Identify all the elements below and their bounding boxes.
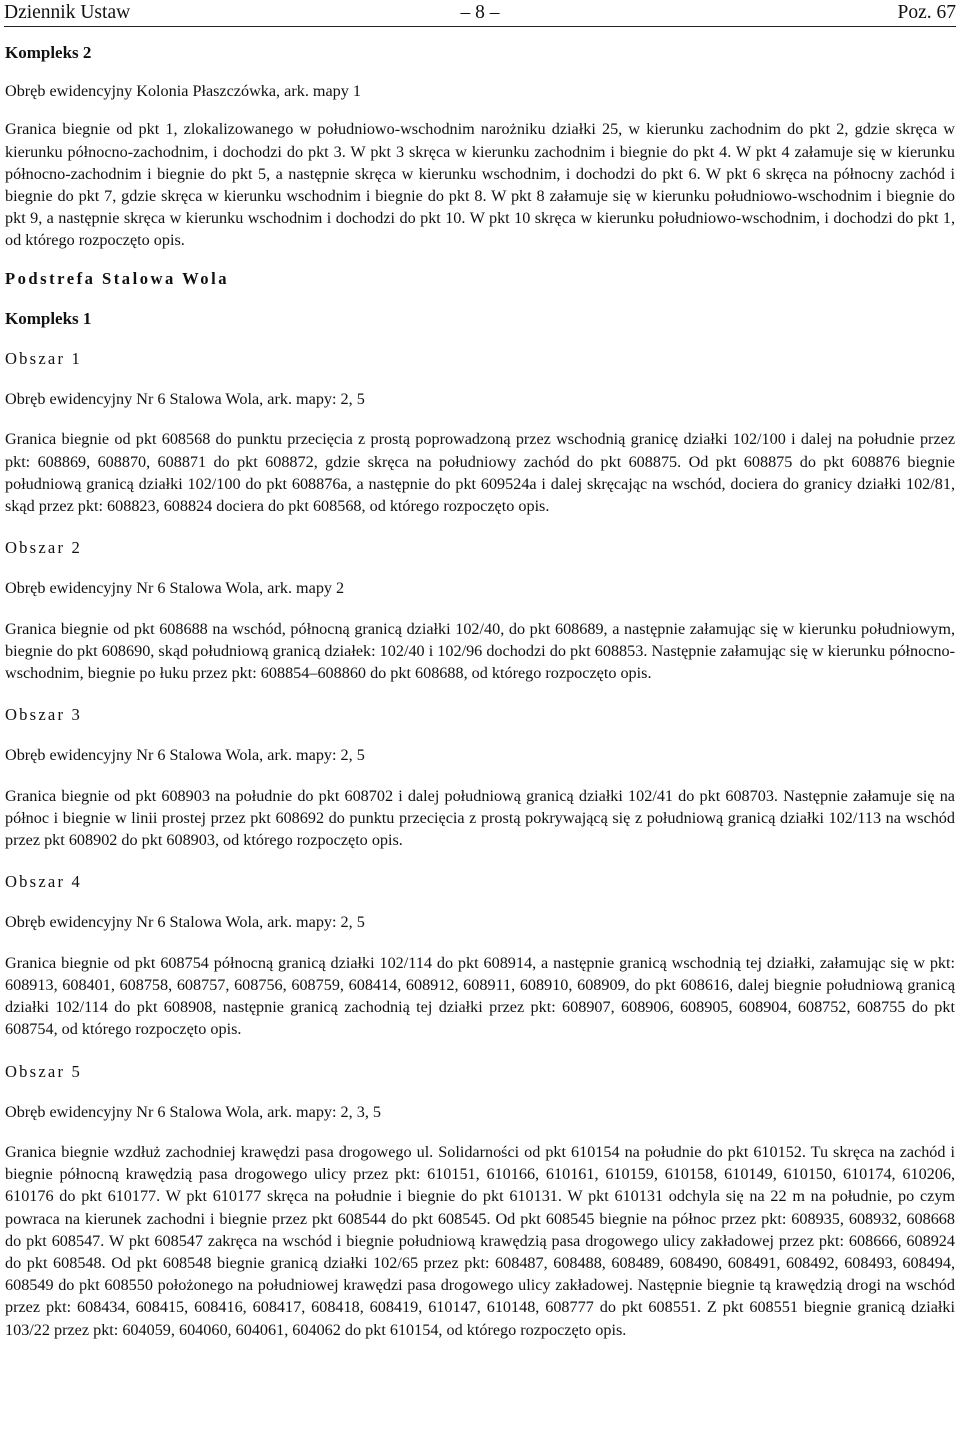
section-heading: Kompleks 1 (5, 308, 92, 328)
cadastral-district-line: Obręb ewidencyjny Nr 6 Stalowa Wola, ark. mapy: 2, 5 (5, 746, 365, 765)
boundary-description: Granica biegnie od pkt 608568 do punktu przecięcia z prostą poprowadzoną przez wschodnią granicę działki 102/100 i dalej na południe przez pkt: 608869, 608870, 608871 do pkt 608872, gdzie skręca na południowy zachód do pkt 608875. Od pkt 608875 do pkt 608876 biegnie południową granicą działki 102/100 do pkt 608876a, a następnie do pkt 609524a i dalej skręcając na wschód, dociera do granicy działki 102/81, skąd przez pkt: 608823, 608824 dociera do pkt 608568, od którego rozpoczęto opis. (5, 430, 955, 516)
cadastral-district-line: Obręb ewidencyjny Kolonia Płaszczówka, ark. mapy 1 (5, 82, 362, 101)
boundary-description: Granica biegnie wzdłuż zachodniej krawędzi pasa drogowego ul. Solidarności od pkt 610154 na południe do pkt 610152. Tu skręca na zachód i biegnie północną krawędzią pasa drogowego ulicy przez pkt: 610151, 610166, 610161, 610159, 610158, 610149, 610150, 610174, 610206, 610176 do pkt 610177. W pkt 610177 skręca na południe i biegnie do pkt 610131. W pkt 610131 odchyla się na 22 m na południe, po czym powraca na kierunek zachodni i biegnie przez pkt 608544 do pkt 608545. Od pkt 608545 biegnie na północ przez pkt: 608935, 608932, 608668 do pkt 608547. W pkt 608547 zakręca na wschód i biegnie południową krawędzią pasa drogowego ulicy zakładowej przez pkt: 608666, 608924 do pkt 608548. Od pkt 608548 biegnie granicą działki 102/65 przez pkt: 608487, 608488, 608489, 608490, 608491, 608492, 608493, 608494, 608549 do pkt 608550 położonego na południowej krawędzi pasa drogowego ulicy zakładowej. Następnie biegnie tą krawędzią drogi na wschód przez pkt: 608434, 608415, 608416, 608417, 608418, 608419, 610147, 610148, 608777 do pkt 608551. Z pkt 608551 biegnie granicą działki 103/22 przez pkt: 604059, 604060, 604061, 604062 do pkt 610154, od którego rozpoczęto opis. (5, 1142, 955, 1339)
area-heading: Obszar 2 (5, 538, 83, 558)
document-body (5, 42, 955, 1341)
boundary-description: Granica biegnie od pkt 608903 na południe do pkt 608702 i dalej południową granicą działki 102/41 do pkt 608703. Następnie załamuje się na północ i biegnie w linii prostej przez pkt 608692 do punktu przecięcia z prostą pokrywającą się z południową granicą działki 102/113 na wschód przez pkt 608902 do pkt 608903, od którego rozpoczęto opis. (5, 786, 955, 850)
journal-title: Dziennik Ustaw (4, 2, 131, 23)
page-number: – 8 – (460, 2, 500, 23)
boundary-description: Granica biegnie od pkt 1, zlokalizowanego w południowo-wschodnim narożniku działki 25, w kierunku zachodnim do pkt 2, gdzie skręca w kierunku północno-zachodnim, i dochodzi do pkt 3. W pkt 3 skręca w kierunku zachodnim i biegnie do pkt 4. W pkt 4 załamuje się w kierunku północno-zachodnim i biegnie do pkt 5, a następnie skręca w kierunku wschodnim, i dochodzi do pkt 6. W pkt 6 skręca na północny zachód i biegnie do pkt 7, gdzie skręca w kierunku wschodnim i biegnie do pkt 8. W pkt 8 załamuje się w kierunku południowo-wschodnim i biegnie do pkt 9, a następnie skręca w kierunku wschodnim i dochodzi do pkt 10. W pkt 10 skręca w kierunku południowo-wschodnim, i dochodzi do pkt 1, od którego rozpoczęto opis. (5, 120, 955, 250)
boundary-description: Granica biegnie od pkt 608688 na wschód, północną granicą działki 102/40, do pkt 608689, a następnie załamując się w kierunku południowym, biegnie do pkt 608690, skąd południową granicą działek: 102/40 i 102/96 dochodzi do pkt 608853. Następnie załamując się w kierunku północno-wschodnim, biegnie po łuku przez pkt: 608854–608860 do pkt 608688, od którego rozpoczęto opis. (5, 619, 955, 683)
page-header (4, 0, 956, 27)
position-number: Poz. 67 (897, 2, 956, 23)
cadastral-district-line: Obręb ewidencyjny Nr 6 Stalowa Wola, ark. mapy: 2, 5 (5, 390, 365, 409)
cadastral-district-line: Obręb ewidencyjny Nr 6 Stalowa Wola, ark. mapy: 2, 3, 5 (5, 1102, 382, 1121)
area-heading: Obszar 3 (5, 705, 83, 725)
section-heading: Kompleks 2 (5, 43, 92, 62)
boundary-description: Granica biegnie od pkt 608754 północną granicą działki 102/114 do pkt 608914, a następnie granicą wschodnią tej działki, załamując się w pkt: 608913, 608401, 608758, 608757, 608756, 608759, 608414, 608912, 608911, 608910, 608909, do pkt 608616, dalej biegnie południową granicą działki 102/114 do pkt 608908, następnie granicą zachodnią tej działki przez pkt: 608907, 608906, 608905, 608904, 608752, 608755 do pkt 608754, od którego rozpoczęto opis. (5, 953, 955, 1039)
cadastral-district-line: Obręb ewidencyjny Nr 6 Stalowa Wola, ark. mapy: 2, 5 (5, 913, 365, 932)
subzone-heading: Podstrefa Stalowa Wola (5, 268, 230, 288)
cadastral-district-line: Obręb ewidencyjny Nr 6 Stalowa Wola, ark. mapy 2 (5, 579, 345, 598)
area-heading: Obszar 5 (5, 1061, 83, 1081)
area-heading: Obszar 4 (5, 872, 83, 892)
area-heading: Obszar 1 (5, 349, 83, 369)
